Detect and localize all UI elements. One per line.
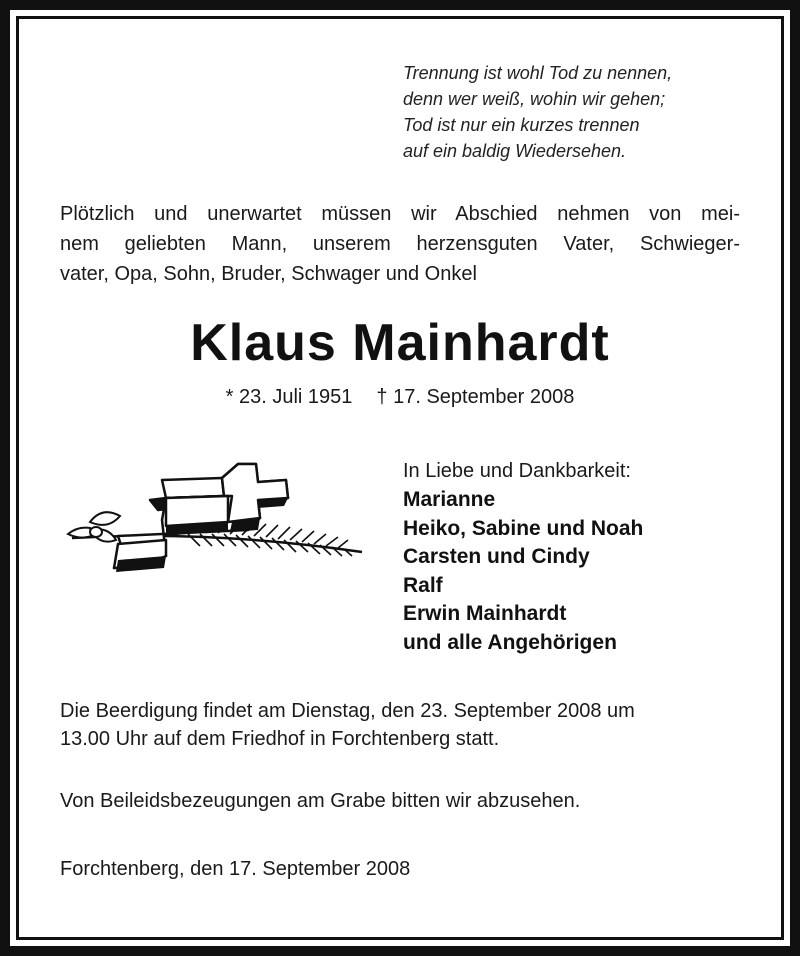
- death-date: † 17. September 2008: [376, 386, 575, 408]
- mourner-name: Carsten und Cindy: [403, 545, 590, 568]
- mourner-name: Ralf: [403, 573, 443, 597]
- announcement-text: [60, 199, 740, 289]
- motto-verse: [403, 60, 672, 164]
- funeral-notice: [60, 697, 635, 753]
- mourners-block: [403, 456, 643, 657]
- mourner-name: Erwin Mainhardt: [403, 602, 567, 625]
- motto-line: Trennung ist wohl Tod zu nennen,: [403, 63, 673, 83]
- cross-with-palm-branch-icon: [62, 460, 372, 580]
- announcement-line: vater, Opa, Sohn, Bruder, Schwager und Onkel: [60, 263, 477, 285]
- place-and-date: Forchtenberg, den 17. September 2008: [60, 858, 411, 880]
- mourner-name: und alle Angehörigen: [403, 630, 617, 654]
- motto-line: auf ein baldig Wiedersehen.: [403, 141, 626, 161]
- announcement-line: Plötzlich und unerwartet müssen wir Abschied nehmen von mei-: [60, 203, 740, 225]
- funeral-line: Die Beerdigung findet am Dienstag, den 23. September 2008 um: [60, 700, 635, 722]
- motto-line: denn wer weiß, wohin wir gehen;: [403, 89, 666, 109]
- mourner-name: Marianne: [403, 488, 496, 511]
- announcement-line: nem geliebten Mann, unserem herzensguten Vater, Schwieger-: [60, 233, 740, 255]
- motto-line: Tod ist nur ein kurzes trennen: [403, 115, 640, 135]
- funeral-line: 13.00 Uhr auf dem Friedhof in Forchtenberg statt.: [60, 728, 500, 750]
- birth-date: * 23. Juli 1951: [225, 386, 353, 408]
- condolence-note: Von Beileidsbezeugungen am Grabe bitten wir abzusehen.: [60, 790, 581, 812]
- mourners-heading: In Liebe und Dankbarkeit:: [403, 460, 631, 482]
- life-dates: [0, 386, 800, 409]
- mourner-name: Heiko, Sabine und Noah: [403, 516, 644, 540]
- deceased-name: Klaus Mainhardt: [190, 314, 610, 372]
